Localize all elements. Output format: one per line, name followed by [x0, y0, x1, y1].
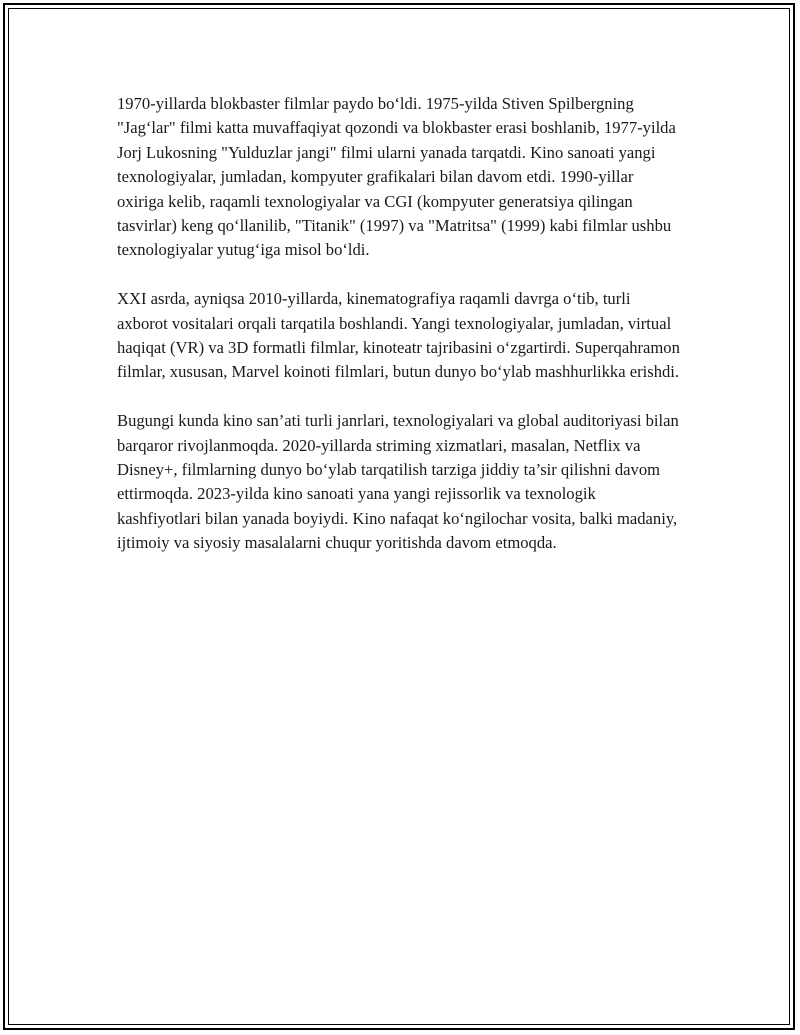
paragraph-2: XXI asrda, ayniqsa 2010-yillarda, kinematografiya raqamli davrga o‘tib, turli axborot vositalari orqali tarqatila boshlandi. Yangi texnologiyalar, jumladan, virtual haqiqat (VR) va 3D formatli filmlar, kinoteatr tajribasini o‘zgartirdi. Superqahramon filmlar, xususan, Marvel koinoti filmlari, butun dunyo bo‘ylab mashhurlikka erishdi. [117, 289, 680, 382]
paragraph-1: 1970-yillarda blokbaster filmlar paydo bo‘ldi. 1975-yilda Stiven Spilbergning "Jag‘lar" filmi katta muvaffaqiyat qozondi va blokbaster erasi boshlanib, 1977-yilda Jorj Lukosning "Yulduzlar jangi" filmi ularni yanada tarqatdi. Kino sanoati yangi texnologiyalar, jumladan, kompyuter grafikalari bilan davom etdi. 1990-yillar oxiriga kelib, raqamli texnologiyalar va CGI (kompyuter generatsiya qilingan tasvirlar) keng qo‘llanilib, "Titanik" (1997) va "Matritsa" (1999) kabi filmlar ushbu texnologiyalar yutug‘iga misol bo‘ldi. [117, 94, 676, 260]
document-body [117, 92, 683, 580]
paragraph-3: Bugungi kunda kino san’ati turli janrlari, texnologiyalari va global auditoriyasi bilan barqaror rivojlanmoqda. 2020-yillarda striming xizmatlari, masalan, Netflix va Disney+, filmlarning dunyo bo‘ylab tarqatilish tarziga jiddiy ta’sir qilishni davom ettirmoqda. 2023-yilda kino sanoati yana yangi rejissorlik va texnologik kashfiyotlari bilan yanada boyiydi. Kino nafaqat ko‘ngilochar vosita, balki madaniy, ijtimoiy va siyosiy masalalarni chuqur yoritishda davom etmoqda. [117, 411, 679, 553]
